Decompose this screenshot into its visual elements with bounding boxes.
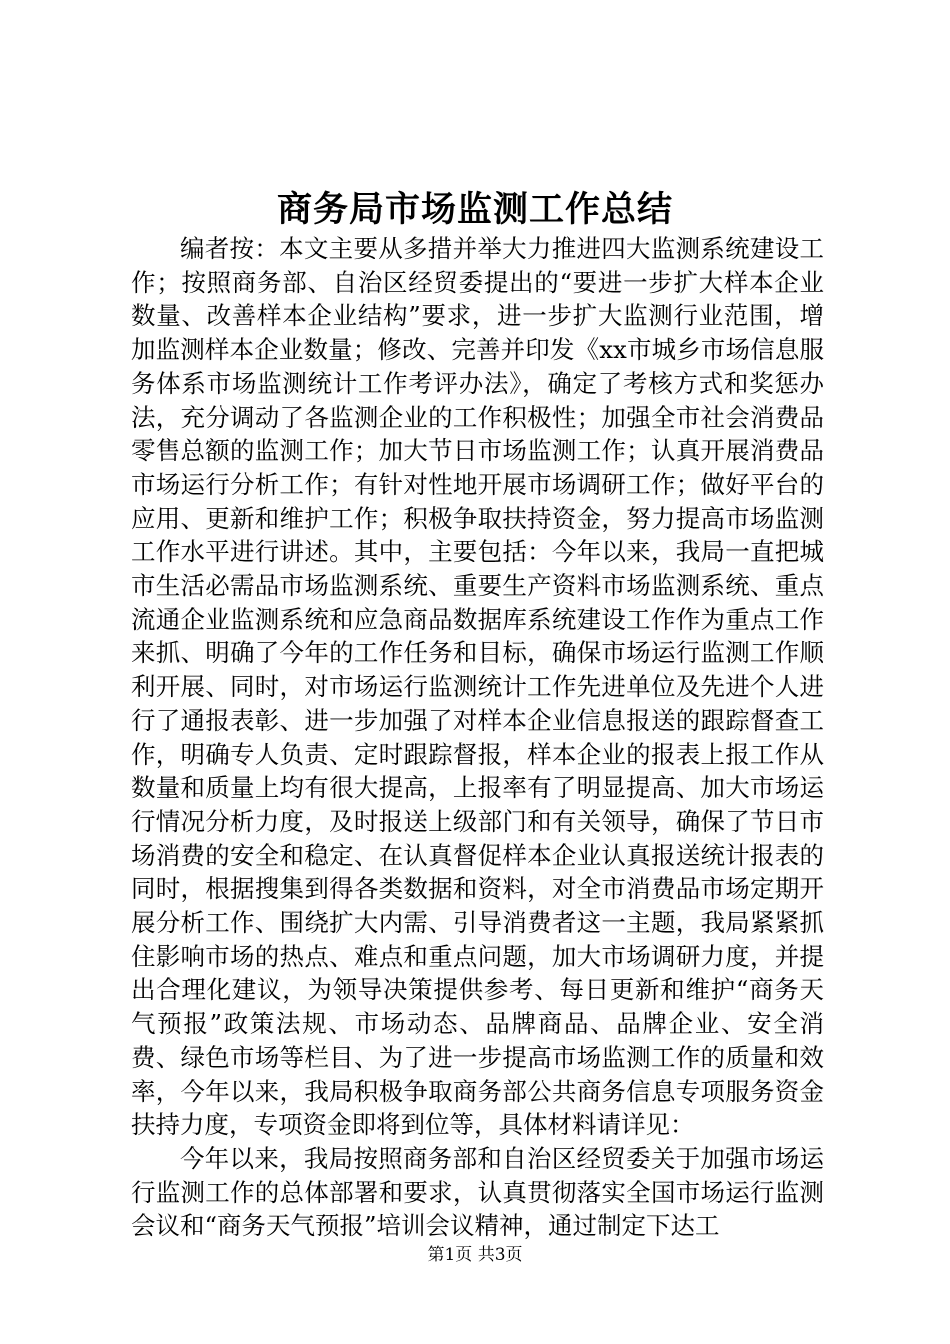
paragraph-editor-note: 编者按：本文主要从多措并举大力推进四大监测系统建设工作；按照商务部、自治区经贸委提出的“要进一步扩大样本企业数量、改善样本企业结构”要求，进一步扩大监测行业范围，增加监测样本企业数量；修改、完善并印发《xx市城乡市场信息服务体系市场监测统计工作考评办法》，确定了考核方式和奖惩办法，充分调动了各监测企业的工作积极性；加强全市社会消费品零售总额的监测工作；加大节日市场监测工作；认真开展消费品市场运行分析工作；有针对性地开展市场调研工作；做好平台的应用、更新和维护工作；积极争取扶持资金，努力提高市场监测工作水平进行讲述。其中，主要包括：今年以来，我局一直把城市生活必需品市场监测系统、重要生产资料市场监测系统、重点流通企业监测系统和应急商品数据库系统建设工作作为重点工作来抓、明确了今年的工作任务和目标，确保市场运行监测工作顺利开展、同时，对市场运行监测统计工作先进单位及先进个人进行了通报表彰、进一步加强了对样本企业信息报送的跟踪督查工作，明确专人负责、定时跟踪督报，样本企业的报表上报工作从数量和质量上均有很大提高，上报率有了明显提高、加大市场运行情况分析力度，及时报送上级部门和有关领导，确保了节日市场消费的安全和稳定、在认真督促样本企业认真报送统计报表的同时，根据搜集到得各类数据和资料，对全市消费品市场定期开展分析工作、围绕扩大内需、引导消费者这一主题，我局紧紧抓住影响市场的热点、难点和重点问题，加大市场调研力度，并提出合理化建议，为领导决策提供参考、每日更新和维护“商务天气预报”政策法规、市场动态、品牌商品、品牌企业、安全消费、绿色市场等栏目、为了进一步提高市场监测工作的质量和效率，今年以来，我局积极争取商务部公共商务信息专项服务资金扶持力度，专项资金即将到位等，具体材料请详见： (131, 234, 824, 1140)
page-footer: 第1页 共3页 (427, 1245, 523, 1265)
document-body (131, 232, 824, 1243)
paragraph-main: 今年以来，我局按照商务部和自治区经贸委关于加强市场运行监测工作的总体部署和要求，认真贯彻落实全国市场运行监测会议和“商务天气预报”培训会议精神，通过制定下达工 (131, 1143, 824, 1241)
document-title: 商务局市场监测工作总结 (276, 189, 673, 230)
